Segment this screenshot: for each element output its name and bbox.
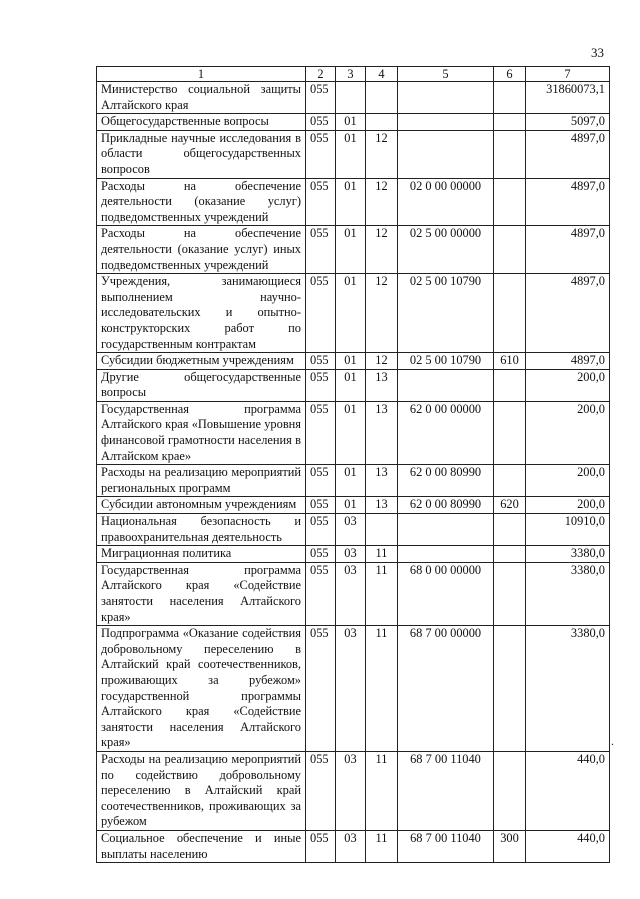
section-cell: 01 [336, 114, 366, 131]
table-row [97, 130, 610, 178]
expense-type-cell [494, 626, 526, 752]
target-article-cell: 02 0 00 00000 [398, 178, 494, 226]
target-article-cell: 68 7 00 11040 [398, 830, 494, 862]
table-row [97, 626, 610, 752]
section-cell: 03 [336, 830, 366, 862]
target-article-cell [398, 369, 494, 401]
subsection-cell: 11 [366, 546, 398, 563]
table-row [97, 751, 610, 830]
item-name-cell: Расходы на обеспечение деятельности (оказание услуг) иных подведомственных учреждений [97, 226, 306, 274]
section-cell: 01 [336, 401, 366, 464]
item-name-cell: Социальное обеспечение и иные выплаты населению [97, 830, 306, 862]
target-article-cell: 02 5 00 10790 [398, 353, 494, 370]
table-row [97, 497, 610, 514]
section-cell: 01 [336, 497, 366, 514]
target-article-cell [398, 546, 494, 563]
item-name-cell: Расходы на обеспечение деятельности (оказание услуг) подведомственных учреждений [97, 178, 306, 226]
expense-type-cell [494, 751, 526, 830]
amount-cell: 31860073,1 [526, 82, 610, 114]
amount-cell: 200,0 [526, 401, 610, 464]
ministry-code-cell: 055 [306, 226, 336, 274]
ministry-code-cell: 055 [306, 130, 336, 178]
amount-cell: 4897,0 [526, 274, 610, 353]
table-row [97, 401, 610, 464]
ministry-code-cell: 055 [306, 178, 336, 226]
subsection-cell [366, 82, 398, 114]
ministry-code-cell: 055 [306, 82, 336, 114]
expense-type-cell [494, 130, 526, 178]
subsection-cell: 13 [366, 497, 398, 514]
ministry-code-cell: 055 [306, 514, 336, 546]
section-cell: 03 [336, 626, 366, 752]
section-cell: 03 [336, 546, 366, 563]
margin-dot: . [611, 734, 614, 748]
amount-cell: 5097,0 [526, 114, 610, 131]
amount-cell: 4897,0 [526, 130, 610, 178]
subsection-cell [366, 514, 398, 546]
expense-type-cell [494, 546, 526, 563]
target-article-cell: 62 0 00 80990 [398, 465, 494, 497]
target-article-cell [398, 82, 494, 114]
header-col-7: 7 [526, 67, 610, 82]
section-cell [336, 82, 366, 114]
target-article-cell: 68 0 00 00000 [398, 562, 494, 625]
amount-cell: 440,0 [526, 751, 610, 830]
amount-cell: 200,0 [526, 465, 610, 497]
target-article-cell: 62 0 00 00000 [398, 401, 494, 464]
item-name-cell: Государственная программа Алтайского края «Повышение уровня финансовой грамотности населения в Алтайском крае» [97, 401, 306, 464]
item-name-cell: Субсидии автономным учреждениям [97, 497, 306, 514]
table-row [97, 274, 610, 353]
amount-cell: 200,0 [526, 369, 610, 401]
expense-type-cell [494, 369, 526, 401]
ministry-code-cell: 055 [306, 546, 336, 563]
ministry-code-cell: 055 [306, 114, 336, 131]
amount-cell: 4897,0 [526, 178, 610, 226]
target-article-cell: 68 7 00 00000 [398, 626, 494, 752]
subsection-cell: 11 [366, 751, 398, 830]
table-row [97, 514, 610, 546]
ministry-code-cell: 055 [306, 562, 336, 625]
item-name-cell: Учреждения, занимающиеся выполнением научно-исследовательских и опытно-конструкторских работ по государственным контрактам [97, 274, 306, 353]
amount-cell: 4897,0 [526, 226, 610, 274]
amount-cell: 440,0 [526, 830, 610, 862]
header-col-6: 6 [494, 67, 526, 82]
amount-cell: 200,0 [526, 497, 610, 514]
header-col-4: 4 [366, 67, 398, 82]
target-article-cell: 62 0 00 80990 [398, 497, 494, 514]
ministry-code-cell: 055 [306, 465, 336, 497]
table-row [97, 546, 610, 563]
subsection-cell: 12 [366, 353, 398, 370]
target-article-cell [398, 130, 494, 178]
header-col-2: 2 [306, 67, 336, 82]
section-cell: 03 [336, 562, 366, 625]
expense-type-cell [494, 178, 526, 226]
section-cell: 01 [336, 226, 366, 274]
subsection-cell: 11 [366, 830, 398, 862]
subsection-cell: 12 [366, 274, 398, 353]
expense-type-cell: 300 [494, 830, 526, 862]
ministry-code-cell: 055 [306, 274, 336, 353]
table-row [97, 114, 610, 131]
budget-table [96, 66, 610, 863]
target-article-cell: 68 7 00 11040 [398, 751, 494, 830]
subsection-cell: 13 [366, 369, 398, 401]
item-name-cell: Государственная программа Алтайского края «Содействие занятости населения Алтайского края» [97, 562, 306, 625]
section-cell: 01 [336, 369, 366, 401]
header-col-5: 5 [398, 67, 494, 82]
table-row [97, 369, 610, 401]
expense-type-cell [494, 562, 526, 625]
table-header-row [97, 67, 610, 82]
subsection-cell: 12 [366, 130, 398, 178]
page-number: 33 [591, 45, 604, 60]
target-article-cell [398, 514, 494, 546]
subsection-cell: 11 [366, 562, 398, 625]
expense-type-cell [494, 401, 526, 464]
amount-cell: 4897,0 [526, 353, 610, 370]
item-name-cell: Общегосударственные вопросы [97, 114, 306, 131]
item-name-cell: Субсидии бюджетным учреждениям [97, 353, 306, 370]
item-name-cell: Расходы на реализацию мероприятий по содействию добровольному переселению в Алтайский край соотечественников, проживающих за рубежом [97, 751, 306, 830]
expense-type-cell [494, 82, 526, 114]
section-cell: 01 [336, 130, 366, 178]
table-row [97, 562, 610, 625]
subsection-cell: 13 [366, 401, 398, 464]
ministry-code-cell: 055 [306, 751, 336, 830]
expense-type-cell [494, 114, 526, 131]
section-cell: 01 [336, 353, 366, 370]
section-cell: 01 [336, 465, 366, 497]
item-name-cell: Прикладные научные исследования в области общегосударственных вопросов [97, 130, 306, 178]
ministry-code-cell: 055 [306, 369, 336, 401]
ministry-code-cell: 055 [306, 497, 336, 514]
target-article-cell: 02 5 00 00000 [398, 226, 494, 274]
item-name-cell: Расходы на реализацию мероприятий региональных программ [97, 465, 306, 497]
expense-type-cell: 610 [494, 353, 526, 370]
table-row [97, 178, 610, 226]
section-cell: 03 [336, 514, 366, 546]
subsection-cell: 12 [366, 226, 398, 274]
item-name-cell: Другие общегосударственные вопросы [97, 369, 306, 401]
expense-type-cell: 620 [494, 497, 526, 514]
item-name-cell: Подпрограмма «Оказание содействия добровольному переселению в Алтайский край соотечественников, проживающих за рубежом» государственной программы Алтайского края «Содействие занятости населения Алтайского края» [97, 626, 306, 752]
section-cell: 01 [336, 274, 366, 353]
header-col-1: 1 [97, 67, 306, 82]
table-row [97, 82, 610, 114]
table-row [97, 226, 610, 274]
ministry-code-cell: 055 [306, 401, 336, 464]
section-cell: 03 [336, 751, 366, 830]
amount-cell: 3380,0 [526, 626, 610, 752]
table-row [97, 353, 610, 370]
subsection-cell: 12 [366, 178, 398, 226]
ministry-code-cell: 055 [306, 830, 336, 862]
table-row [97, 465, 610, 497]
section-cell: 01 [336, 178, 366, 226]
table-row [97, 830, 610, 862]
subsection-cell [366, 114, 398, 131]
target-article-cell: 02 5 00 10790 [398, 274, 494, 353]
subsection-cell: 11 [366, 626, 398, 752]
item-name-cell: Национальная безопасность и правоохранительная деятельность [97, 514, 306, 546]
expense-type-cell [494, 226, 526, 274]
ministry-code-cell: 055 [306, 626, 336, 752]
item-name-cell: Министерство социальной защиты Алтайского края [97, 82, 306, 114]
expense-type-cell [494, 465, 526, 497]
expense-type-cell [494, 514, 526, 546]
amount-cell: 3380,0 [526, 546, 610, 563]
amount-cell: 10910,0 [526, 514, 610, 546]
expense-type-cell [494, 274, 526, 353]
amount-cell: 3380,0 [526, 562, 610, 625]
target-article-cell [398, 114, 494, 131]
item-name-cell: Миграционная политика [97, 546, 306, 563]
subsection-cell: 13 [366, 465, 398, 497]
header-col-3: 3 [336, 67, 366, 82]
ministry-code-cell: 055 [306, 353, 336, 370]
